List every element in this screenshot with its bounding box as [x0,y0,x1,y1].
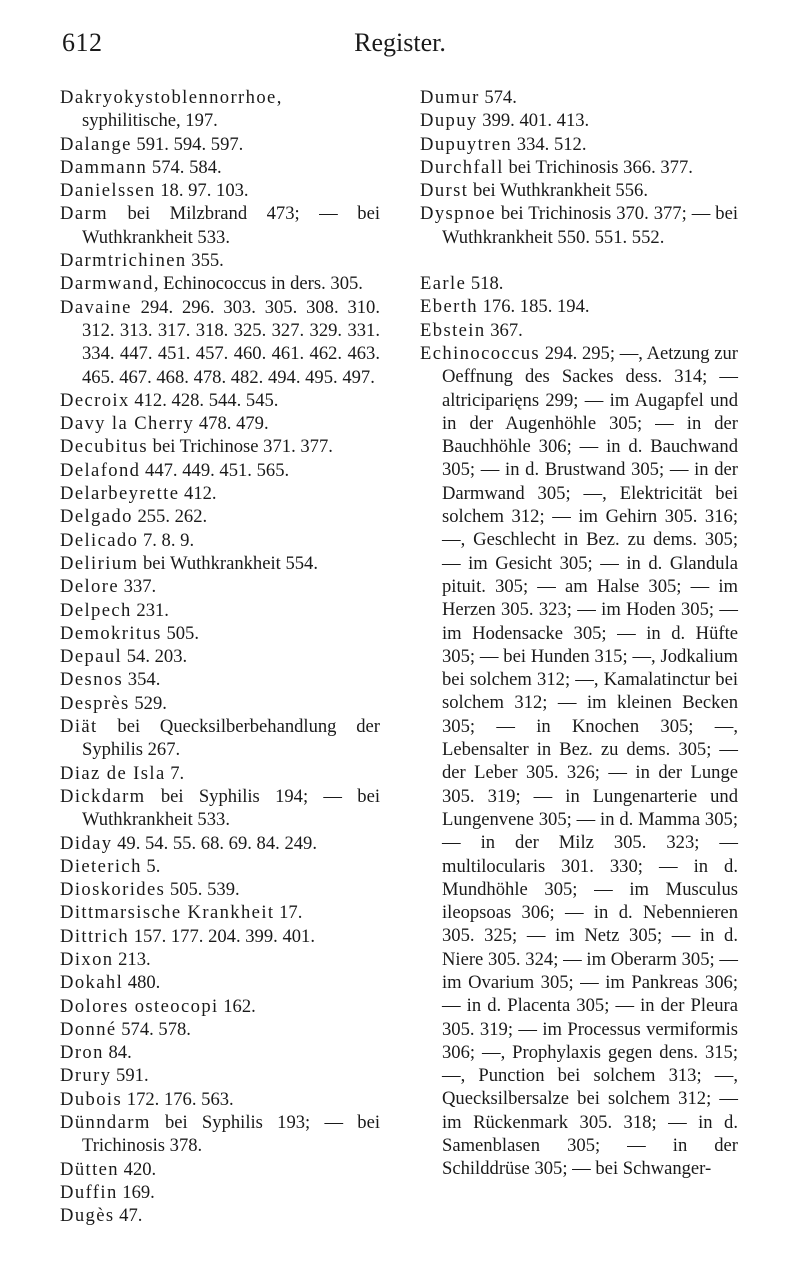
index-headword: Dumur [420,87,480,108]
index-references: bei Trichinosis 370. 377; — bei Wuthkrankheit 550. 551. 552. [442,203,738,248]
index-entry [60,971,380,994]
index-headword: Delpech [60,599,132,621]
index-entry [60,529,380,552]
index-entry [60,1064,380,1087]
index-references: 18. 97. 103. [155,180,249,202]
index-references: 255. 262. [132,506,208,528]
index-headword: Delirium [60,552,139,574]
index-headword: Durchfall [420,156,504,178]
index-entry [60,901,380,924]
index-references: bei Trichinosis 366. 377. [503,156,693,178]
index-entry [60,202,380,249]
index-entry [420,179,738,202]
index-entry [60,715,380,762]
page-number: 612 [62,28,103,57]
index-headword: Darmtrichinen [60,250,187,272]
index-references: 412. 428. 544. 545. [129,389,279,411]
index-references: 574. 578. [116,1018,191,1040]
index-references: bei Wuthkrankheit 554. [138,552,318,574]
index-references: bei Trichinose 371. 377. [148,436,333,458]
index-headword: Danielssen [60,180,156,202]
index-entry [420,133,738,156]
index-references: 47. [114,1205,143,1227]
index-entry [60,995,380,1018]
index-headword: Dugès [60,1205,115,1227]
index-references: 17. [274,902,303,924]
index-headword: Davaine [60,296,132,318]
index-references: 518. [466,273,504,295]
index-entry [60,1158,380,1181]
index-column-right [420,86,738,1181]
index-entry [420,86,738,109]
index-entry [60,1088,380,1111]
index-references: 7. [165,762,185,784]
index-headword: Depaul [60,646,123,668]
index-column-left [60,86,380,1228]
index-references: 7. 8. 9. [138,529,195,551]
index-entry [60,1111,380,1158]
index-headword: Dron [60,1042,104,1064]
index-references: 176. 185. 194. [477,296,590,318]
index-references: 49. 54. 55. 68. 69. 84. 249. [112,832,317,854]
index-headword: Dieterich [60,855,142,877]
index-entry [420,156,738,179]
index-headword: Demokritus [60,622,162,644]
index-references: 169. [117,1181,155,1203]
index-headword: Dittrich [60,925,130,947]
index-headword: Dickdarm [60,785,146,807]
index-references: 399. 401. 413. [477,110,590,132]
index-references: 591. [111,1065,149,1087]
index-entry [420,319,738,342]
index-entry [60,505,380,528]
index-entry [60,692,380,715]
index-headword: Darm [60,203,108,225]
index-references: , Echinococcus in ders. 305. [153,273,363,295]
index-headword: Dakryokystoblennorrhoe [60,87,277,108]
index-headword: Dünndarm [60,1112,151,1134]
index-entry [60,1041,380,1064]
index-entry [60,855,380,878]
index-headword: Davy la Cherry [60,413,195,435]
index-entry [60,948,380,971]
running-head: Register. [354,28,446,57]
index-references: 162. [218,995,256,1017]
index-references: 294. 296. 303. 305. 308. 310. 312. 313. 317. 318. 325. 327. 329. 331. 334. 447. 451. 457. 460. 461. 462. 463. 465. 467. 468. 478. 482. 494. 495. 497. [82,296,380,388]
index-references: 337. [119,576,157,598]
index-references: 505. 539. [165,879,240,901]
index-entry [420,109,738,132]
index-entry [60,552,380,575]
index-entry [60,1181,380,1204]
index-headword: Drury [60,1065,112,1087]
index-entry [60,133,380,156]
index-references: bei Syphilis 193; — bei Trichinosis 378. [82,1112,380,1157]
index-headword: Dalange [60,133,132,155]
index-references: 529. [129,692,167,714]
index-headword: Dolores osteocopi [60,995,219,1017]
index-headword: Diaz de Isla [60,762,166,784]
index-entry [420,202,738,249]
index-headword: Delarbeyrette [60,483,180,505]
index-headword: Dittmarsische Krankheit [60,902,275,924]
index-entry [60,878,380,901]
index-references: 412. [179,483,217,505]
index-references: 213. [113,948,151,970]
index-entry [60,599,380,622]
index-entry [60,575,380,598]
index-references: bei Wuthkrankheit 556. [468,180,648,202]
index-references: 355. [186,250,224,272]
index-entry [60,668,380,691]
index-entry [60,645,380,668]
index-entry [60,482,380,505]
index-entry [60,412,380,435]
index-headword: Delgado [60,506,133,528]
index-headword: Diät [60,716,98,738]
index-references: 5. [141,855,161,877]
index-headword: Desnos [60,669,124,691]
index-entry [60,459,380,482]
index-references: 420. [119,1158,157,1180]
index-entry [60,272,380,295]
index-references: 574. 584. [147,156,222,178]
index-entry [60,925,380,948]
index-headword: Echinococcus [420,342,541,364]
index-references: 478. 479. [194,413,269,435]
index-headword: Delicado [60,529,139,551]
index-headword: Delore [60,576,119,598]
index-headword: Delafond [60,459,141,481]
index-headword: Diday [60,832,113,854]
index-headword: Durst [420,180,469,202]
index-headword: Darmwand [60,273,154,295]
index-headword: Decubitus [60,436,148,458]
index-entry [60,1018,380,1041]
index-headword: Decroix [60,389,130,411]
index-references: 574. [479,87,517,108]
index-headword: Dyspnoe [420,203,496,225]
index-entry [60,156,380,179]
index-entry [60,785,380,832]
index-references: 84. [103,1042,132,1064]
index-references: 157. 177. 204. 399. 401. [129,925,315,947]
index-entry [420,272,738,295]
index-headword: Dixon [60,948,114,970]
index-references: 354. [123,669,161,691]
index-entry [60,435,380,458]
index-headword: Donné [60,1018,117,1040]
index-references: 480. [123,972,161,994]
index-headword: Dioskorides [60,879,166,901]
index-entry [60,762,380,785]
index-entry [60,249,380,272]
index-headword: Eberth [420,296,478,318]
index-references: 447. 449. 451. 565. [140,459,290,481]
index-references: 231. [131,599,169,621]
index-entry [60,832,380,855]
index-references: , syphilitische, 197. [82,87,282,132]
index-references: 334. 512. [512,133,587,155]
index-entry [60,1204,380,1227]
index-entry [60,296,380,389]
index-references: bei Milzbrand 473; — bei Wuthkrankheit 533. [82,203,380,248]
index-references: 172. 176. 563. [122,1088,234,1110]
index-headword: Dütten [60,1158,120,1180]
index-references: 367. [485,319,523,341]
index-headword: Earle [420,273,467,295]
index-references: 591. 594. 597. [131,133,244,155]
index-entry [60,389,380,412]
index-references: 294. 295; —, Aetzung zur Oeffnung des Sackes dess. 314; — altriciparięns 299; — im Augapfel und in der Augenhöhle 305; — in der Bauchhöhle 306; — in d. Bauchwand 305; — in d. Brustwand 305; — in der Darmwand 305; —, Elektricität bei solchem 312; — im Gehirn 305. 316; —, Geschlecht in Bez. zu dems. 305; — im Gesicht 305; — in d. Glandula pituit. 305; — am Halse 305; — im Herzen 305. 323; — im Hoden 305; — im Hodensacke 305; — in d. Hüfte 305; — bei Hunden 315; —, Jodkalium bei solchem 312; —, Kamalatinctur bei solchem 312; — im kleinen Becken 305; — in Knochen 305; —, Lebensalter in Bez. zu dems. 305; — der Leber 305. 326; — in der Lunge 305. 319; — in Lungenarterie und Lungenvene 305; — in d. Mamma 305; — in der Milz 305. 323; — multilocularis 301. 330; — in d. Mundhöhle 305; — im Musculus ileopsoas 306; — in d. Nebennieren 305. 325; — im Netz 305; — in d. Niere 305. 324; — im Oberarm 305; — im Ovarium 305; — im Pankreas 306; — in d. Placenta 305; — in der Pleura 305. 319; — im Processus vermiformis 306; —, Prophylaxis gegen dens. 315; —, Punction bei solchem 313; —, Quecksilbersalze bei solchem 312; — im Rückenmark 305. 318; — in d. Samenblasen 305; — in der Schilddrüse 305; — bei Schwanger- [442,342,738,1180]
index-entry [420,295,738,318]
index-entry [60,86,380,133]
index-references: bei Syphilis 194; — bei Wuthkrankheit 533. [82,785,380,831]
index-headword: Dokahl [60,972,124,994]
index-references: 54. 203. [122,646,188,668]
index-headword: Ebstein [420,319,486,341]
index-headword: Dubois [60,1088,123,1110]
index-headword: Dupuy [420,110,478,132]
index-headword: Dupuytren [420,133,513,155]
index-entry [60,179,380,202]
index-headword: Duffin [60,1181,118,1203]
index-references: bei Quecksilberbehandlung der Syphilis 267. [82,716,380,761]
index-headword: Dammann [60,156,148,178]
index-entry [60,622,380,645]
index-entry [420,342,738,1181]
index-references: 505. [161,622,199,644]
index-headword: Desprès [60,692,130,714]
